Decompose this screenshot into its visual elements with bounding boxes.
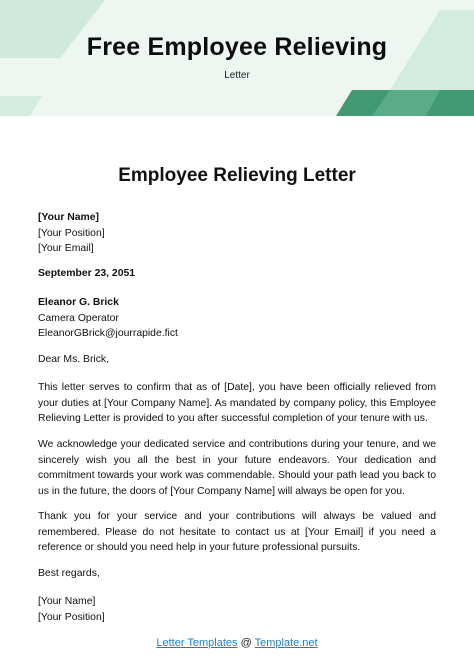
signature-block [38,594,436,625]
body-paragraph: This letter serves to confirm that as of [Date], you have been officially relieved from your duties at [Your Company Name]. As mandated by company policy, this Employee Relieving Letter is provided to you after successful completion of your tenure with us. [38,382,436,425]
date-block [38,266,436,282]
salutation [38,352,436,368]
footer-separator: @ [240,637,252,649]
recipient-position: Camera Operator [38,312,119,324]
body-paragraph: We acknowledge your dedicated service and contributions during your tenure, and we sincerely wish you all the best in your future endeavors. Your dedication and commitment towards your work was commendable. Should your path lead you back to us in the future, the doors of [Your Company Name] will always be open for you. [38,439,436,497]
header-banner [0,0,474,116]
signature-position: [Your Position] [38,611,105,623]
banner-title: Free Employee Relieving [86,33,388,61]
letter-templates-link[interactable]: Letter Templates [156,637,238,649]
paragraph-1 [38,380,436,427]
recipient-block [38,295,436,342]
signature-name: [Your Name] [38,596,96,607]
document-title: Employee Relieving Letter [118,165,356,186]
body-paragraph: Thank you for your service and your contributions will always be valued and remembered. Please do not hesitate to contact us at [Your Email] if you need a reference or should you need help in your future professional pursuits. [38,511,436,554]
closing-text: Best regards, [38,568,100,579]
letter-date: September 23, 2051 [38,268,136,279]
sender-name: [Your Name] [38,212,100,223]
salutation-text: Dear Ms. Brick, [38,354,110,365]
recipient-email: EleanorGBrick@jourrapide.fict [38,328,178,340]
sender-email: [Your Email] [38,243,94,255]
paragraph-3 [38,509,436,556]
recipient-name: Eleanor G. Brick [38,297,119,308]
banner-subtitle: Letter [224,70,250,81]
footer [0,637,474,649]
sender-block [38,210,436,257]
template-net-link[interactable]: Template.net [254,637,318,649]
sender-position: [Your Position] [38,227,105,239]
shape-left-bottom [0,96,42,116]
paragraph-2 [38,437,436,499]
closing [38,566,436,582]
